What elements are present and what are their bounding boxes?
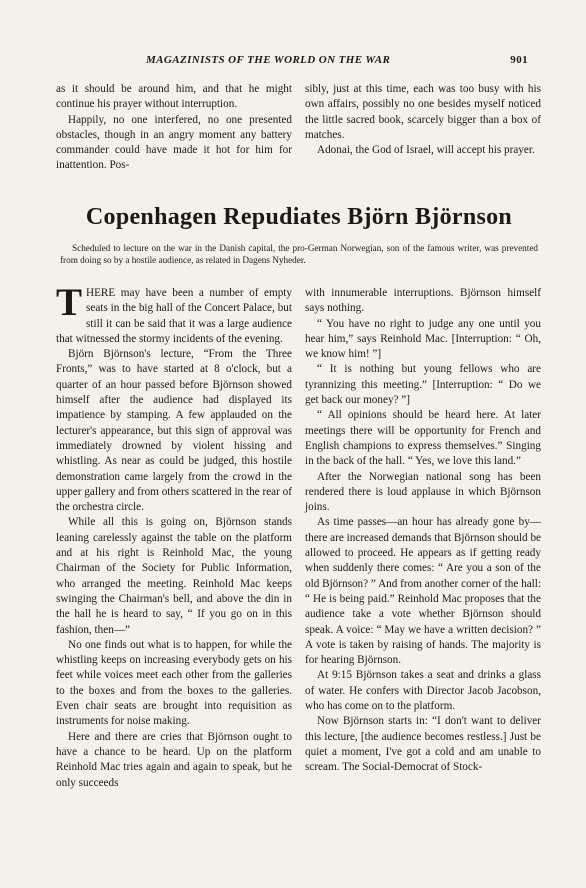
paragraph: “ It is nothing but young fellows who are tyrannizing this meeting.” [Interruption: “ Do we get back our money? ”] [305,363,541,407]
deck-text: Scheduled to lecture on the war in the Danish capital, the pro-German Norwegian, son of the famous writer, was prevented from doing so by a hostile audience, as related in Dagens Nyheder. [60,243,538,266]
paragraph: Now Björnson starts in: “I don't want to deliver this lecture, [the audience becomes restless.] Just be quiet a moment, I've got a cold and am unable to scream. The Social-Democrat of Stock- [305,715,541,774]
paragraph: Adonai, the God of Israel, will accept his prayer. [317,144,535,157]
article-left-column [56,281,292,791]
paragraph: After the Norwegian national song has been rendered there is loud applause in which Björnson joins. [305,470,541,514]
first-paragraph-text: HERE may have been a number of empty seats in the big hall of the Concert Palace, but still it can be said that it was a large audience that witnessed the stormy incidents of the evening. [56,287,292,345]
drop-cap: T [56,281,83,324]
paragraph: No one finds out what is to happen, for while the whistling keeps on increasing everybody gets on his feet while voices meet each other from the galleries to the boxes and from the boxes to the galleries. Even chair seats are brought into requisition as instruments for noise making. [56,638,292,728]
paragraph: sibly, just at this time, each was too busy with his own affairs, possibly no one besides myself noticed the little sacred book, scarcely bigger than a box of matches. [305,83,541,141]
paragraph: “ You have no right to judge any one until you hear him,” says Reinhold Mac. [Interruption: “ Oh, we know him! ”] [305,317,541,361]
previous-article-left-column [56,82,292,174]
article-title: Copenhagen Repudiates Björn Björnson [85,204,513,230]
first-paragraph [56,281,292,347]
paragraph: At 9:15 Björnson takes a seat and drinks a glass of water. He confers with Director Jacob Jacobson, who has come on to the platform. [305,669,541,713]
paragraph: Happily, no one interfered, no one presented obstacles, though in an angry moment any battery commander could have made it hot for him for inattention. Pos- [56,113,292,172]
article-right-column [305,286,541,776]
previous-article-right-column [305,82,541,158]
paragraph: Björn Björnson's lecture, “From the Three Fronts,” was to have started at 8 o'clock, but a quarter of an hour passed before Björnson showed himself after the audience had displayed its impatience by stamping. A few applauded on the lecturer's appearance, but this sign of approval was immediately drowned by violent hissing and whistling. As near as could be judged, this hostile demonstration came largely from the crowd in the upper gallery and from others scattered in the rear of the orchestra circle. [56,348,292,514]
paragraph: as it should be around him, and that he might continue his prayer without interruption. [56,83,292,111]
article-deck [60,242,538,267]
page-number: 901 [510,54,528,66]
paragraph: While all this is going on, Björnson stands leaning carelessly against the table on the platform and at his right is Reinhold Mac, the young Chairman of the Society for Public Information, who arranged the meeting. Reinhold Mac keeps swinging the Chairman's bell, and above the din in the hall he is heard to say, “ If you go on in this fashion, then—” [56,516,292,636]
running-title: MAGAZINISTS OF THE WORLD ON THE WAR [146,54,391,66]
paragraph: Here and there are cries that Björnson ought to have a chance to be heard. Up on the platform Reinhold Mac tries again and again to speak, but he only succeeds [56,730,292,789]
paragraph: As time passes—an hour has already gone by—there are increased demands that Björnson should be allowed to proceed. He appears as if getting ready when suddenly there comes: “ Are you a son of the old Björnson? ” And from another corner of the hall: “ He is being paid.” Reinhold Mac proposes that the audience take a vote whether Björnson should speak. A voice: “ May we have a written decision? ” A vote is taken by raising of hands. The majority is for hearing Björnson. [305,516,541,667]
paragraph: with innumerable interruptions. Björnson himself says nothing. [305,287,541,315]
paragraph: “ All opinions should be heard here. At later meetings there will be opportunity for French and English champions to express themselves.” Singing in the back of the hall. “ Yes, we love this land.” [305,409,541,468]
